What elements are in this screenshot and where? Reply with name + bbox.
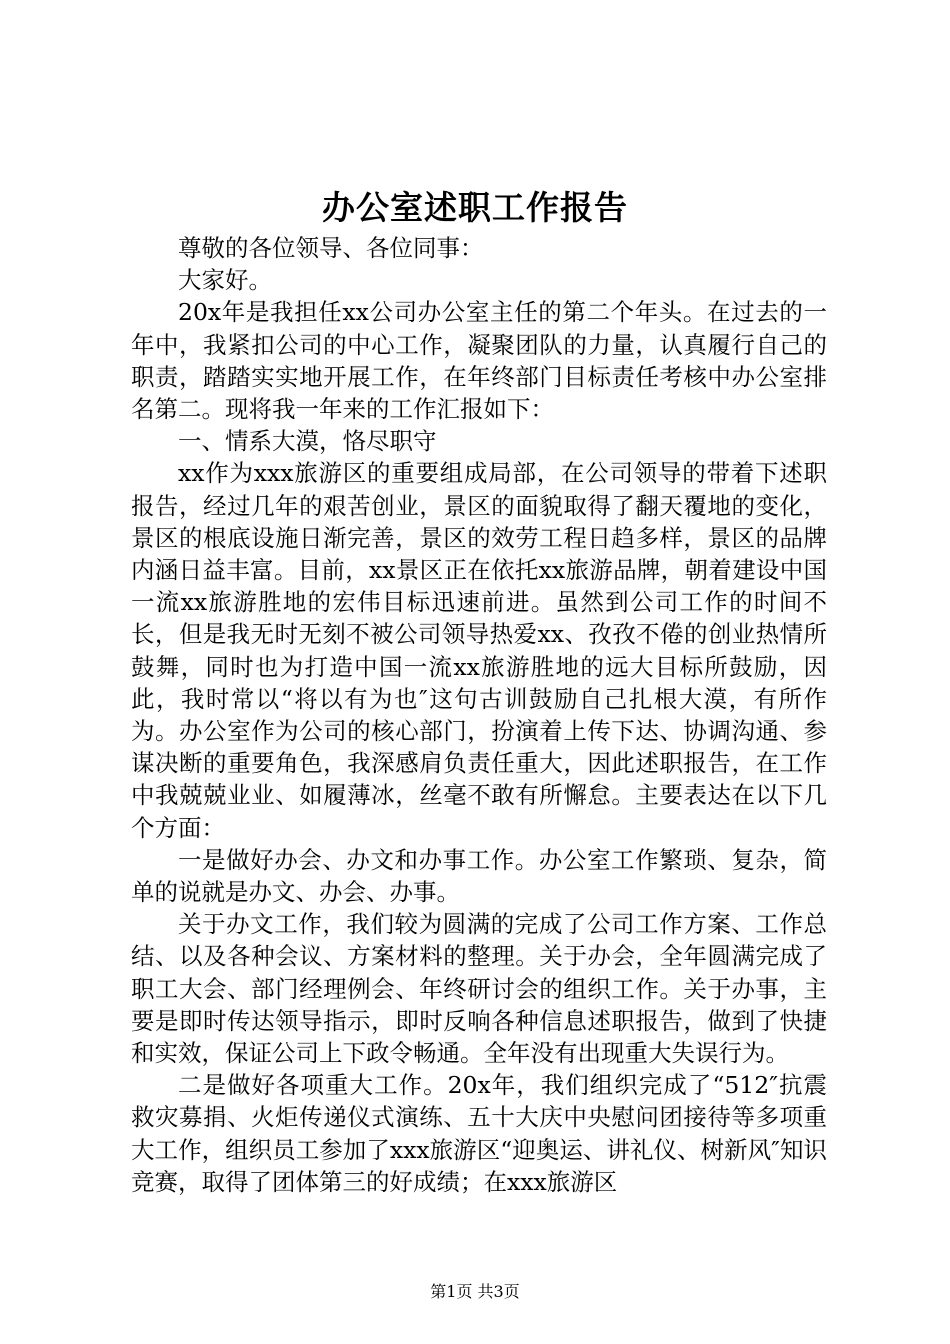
- page-footer: 第1页 共3页: [430, 1282, 520, 1301]
- intro-paragraph: 20x年是我担任xx公司办公室主任的第二个年头。在过去的一年中，我紧扣公司的中心工作，凝聚团队的力量，认真履行自己的职责，踏踏实实地开展工作，在年终部门目标责任考核中办公室排名第二。现将我一年来的工作汇报如下：: [131, 298, 827, 424]
- greeting: 大家好。: [178, 266, 272, 295]
- body-paragraph: xx作为xxx旅游区的重要组成局部，在公司领导的带着下述职报告，经过几年的艰苦创业，景区的面貌取得了翻天覆地的变化，景区的根底设施日渐完善，景区的效劳工程日趋多样，景区的品牌内涵日益丰富。目前，xx景区正在依托xx旅游品牌，朝着建设中国一流xx旅游胜地的宏伟目标迅速前进。虽然到公司工作的时间不长，但是我无时无刻不被公司领导热爱xx、孜孜不倦的创业热情所鼓舞，同时也为打造中国一流xx旅游胜地的远大目标所鼓励，因此，我时常以“将以有为也″这句古训鼓励自己扎根大漠，有所作为。办公室作为公司的核心部门，扮演着上传下达、协调沟通、参谋决断的重要角色，我深感肩负责任重大，因此述职报告，在工作中我兢兢业业、如履薄冰，丝毫不敢有所懈怠。主要表达在以下几个方面：: [131, 459, 827, 842]
- document-body: [131, 232, 827, 1198]
- section-heading: 一、情系大漠，恪尽职守: [178, 427, 437, 456]
- body-paragraph: 关于办文工作，我们较为圆满的完成了公司工作方案、工作总结、以及各种会议、方案材料的整理。关于办会，全年圆满完成了职工大会、部门经理例会、年终研讨会的组织工作。关于办事，主要是即时传达领导指示，即时反响各种信息述职报告，做到了快捷和实效，保证公司上下政令畅通。全年没有出现重大失误行为。: [131, 910, 827, 1068]
- body-paragraph: 一是做好办会、办文和办事工作。办公室工作繁琐、复杂，简单的说就是办文、办会、办事。: [131, 845, 827, 907]
- document-title: 办公室述职工作报告: [322, 188, 628, 227]
- salutation: 尊敬的各位领导、各位同事：: [178, 234, 484, 262]
- body-paragraph: 二是做好各项重大工作。20x年，我们组织完成了“512″抗震救灾募捐、火炬传递仪式演练、五十大庆中央慰问团接待等多项重大工作，组织员工参加了xxx旅游区“迎奥运、讲礼仪、树新风″知识竞赛，取得了团体第三的好成绩；在xxx旅游区: [131, 1071, 827, 1196]
